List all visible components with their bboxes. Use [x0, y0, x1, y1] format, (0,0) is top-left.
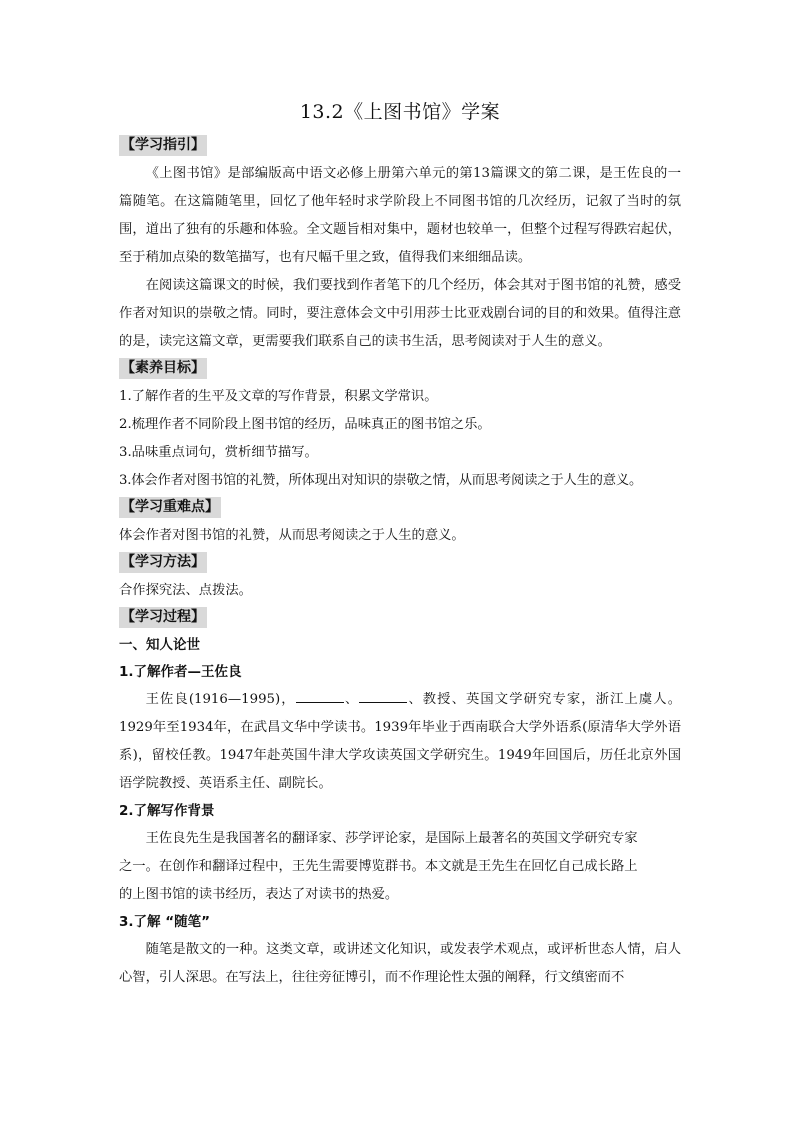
goal-item: 2.梳理作者不同阶段上图书馆的经历，品味真正的图书馆之乐。 [119, 417, 491, 432]
goal-item: 3.品味重点词句，赏析细节描写。 [119, 445, 318, 460]
fill-blank-2[interactable] [359, 690, 407, 703]
section-guide [119, 133, 681, 356]
section-heading-guide: 【学习指引】 [119, 135, 207, 156]
author-paragraph [119, 686, 681, 798]
section-key-points [119, 495, 681, 550]
goal-item: 1.了解作者的生平及文章的写作背景，积累文学常识。 [119, 389, 438, 404]
section-heading-key-points: 【学习重难点】 [119, 497, 221, 518]
document-title: 13.2《上图书馆》学案 [299, 101, 501, 123]
background-line-1: 王佐良先生是我国著名的翻译家、莎学评论家，是国际上最著名的英国文学研究专家 [145, 831, 638, 846]
section-method [119, 550, 681, 605]
background-line-3: 的上图书馆的读书经历，表达了对读书的热爱。 [119, 887, 399, 902]
key-points-text: 体会作者对图书馆的礼赞，从而思考阅读之于人生的意义。 [119, 528, 465, 543]
section-heading-goals: 【素养目标】 [119, 358, 207, 379]
background-line-2: 之一。在创作和翻译过程中，王先生需要博览群书。本文就是王先生在回忆自己成长路上 [119, 859, 638, 874]
section-heading-method: 【学习方法】 [119, 552, 207, 573]
section-heading-process: 【学习过程】 [119, 607, 207, 628]
document-page [119, 98, 681, 992]
goal-item: 3.体会作者对图书馆的礼赞，所体现出对知识的崇敬之情，从而思考阅读之于人生的意义。 [119, 473, 643, 488]
guide-paragraph-2: 在阅读这篇课文的时候，我们要找到作者笔下的几个经历，体会其对于图书馆的礼赞，感受作者对知识的崇敬之情。同时，要注意体会文中引用莎士比亚戏剧台词的目的和效果。值得注意的是，读完这篇文章，更需要我们联系自己的读书生活，思考阅读对于人生的意义。 [119, 278, 681, 349]
author-text-after: 、教授、英国文学研究专家，浙江上虞人。1929年至1934年，在武昌文华中学读书。1939年毕业于西南联合大学外语系(原清华大学外语系)，留校任教。1947年赴英国牛津大学攻读英国文学研究生。1949年回国后，历任北京外国语学院教授、英语系主任、副院长。 [119, 692, 682, 791]
section-process [119, 605, 681, 992]
essay-subheading: 3.了解 “随笔” [119, 914, 210, 930]
author-text-before: 王佐良(1916—1995)， [145, 692, 296, 707]
section-goals [119, 356, 681, 495]
author-text-sep: 、 [343, 692, 360, 707]
guide-paragraph-1: 《上图书馆》是部编版高中语文必修上册第六单元的第13篇课文的第二课，是王佐良的一篇随笔。在这篇随笔里，回忆了他年轻时求学阶段上不同图书馆的几次经历，记叙了当时的氛围，道出了独有的乐趣和体验。全文题旨相对集中，题材也较单一，但整个过程写得跌宕起伏，至于稍加点染的数笔描写，也有尺幅千里之致，值得我们来细细品读。 [119, 166, 681, 265]
essay-paragraph: 随笔是散文的一种。这类文章，或讲述文化知识，或发表学术观点，或评析世态人情，启人心智，引人深思。在写法上，往往旁征博引，而不作理论性太强的阐释，行文缜密而不 [119, 942, 681, 985]
fill-blank-1[interactable] [296, 690, 344, 703]
process-part-1-heading: 一、知人论世 [119, 637, 200, 653]
background-subheading: 2.了解写作背景 [119, 803, 215, 819]
method-text: 合作探究法、点拨法。 [119, 583, 252, 598]
author-subheading: 1.了解作者—王佐良 [119, 664, 242, 680]
